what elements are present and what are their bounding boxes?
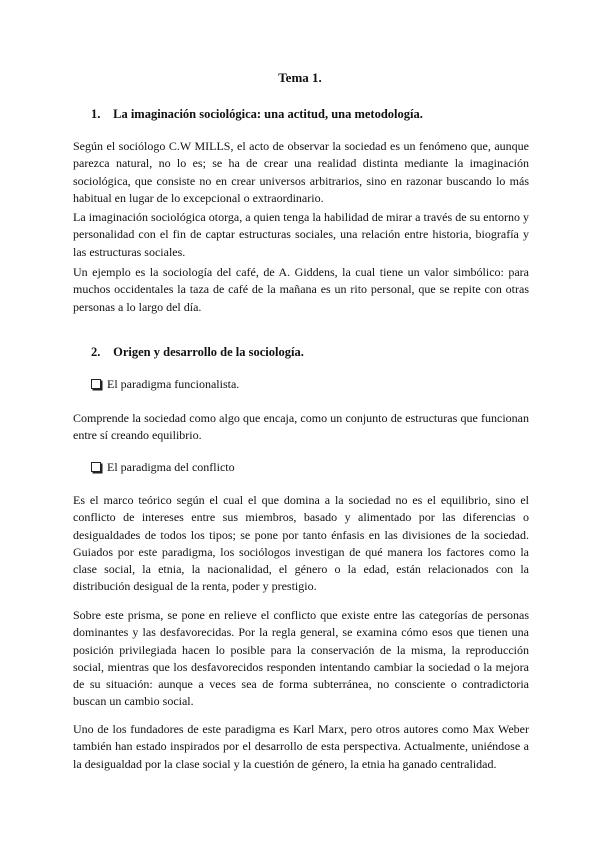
section-1-title: La imaginación sociológica: una actitud, una metodología.	[113, 107, 423, 121]
paragraph: Es el marco teórico según el cual el que domina a la sociedad no es el equilibrio, sino el conflicto de intereses entre sus miembros, basado y alimentado por las diferencias o desigualdades de todos los tipos; se pone por tanto énfasis en las divisiones de la sociedad. Guiados por este paradigma, los sociólogos investigan de qué manera los factores como la clase social, la etnia, la nacionalidad, el género o la edad, están relacionados con la distribución desigual de la renta, poder y prestigio.	[73, 493, 529, 594]
paragraph: Sobre este prisma, se pone en relieve el conflicto que existe entre las categorías de personas dominantes y las desfavorecidas. Por la regla general, se examina cómo esos que tienen una posición privilegiada hacen lo posible para la conservación de la misma, la reproducción social, mientras que los desfavorecidos responden intentando cambiar la sociedad o la mejora de su situación: aunque a veces sea de forma subterránea, no consciente o contradictoria buscan un cambio social.	[73, 608, 529, 709]
section-2-number: 2.	[91, 345, 101, 359]
bullet-label: El paradigma funcionalista.	[107, 377, 240, 391]
paragraph: Un ejemplo es la sociología del café, de A. Giddens, la cual tiene un valor simbólico: para muchos occidentales la taza de café de la mañana es un rito personal, que se repite con otras personas a lo largo del día.	[73, 265, 529, 314]
paragraph: Según el sociólogo C.W MILLS, el acto de observar la sociedad es un fenómeno que, aunque parezca natural, no lo es; se ha de crear una realidad distinta mediante la imaginación sociológica, que consiste no en crear universos arbitrarios, sino en razonar buscando lo más habitual en lugar de lo excepcional o extraordinario.	[73, 139, 529, 205]
bullet-label: El paradigma del conflicto	[107, 460, 235, 474]
section-1-number: 1.	[91, 107, 101, 121]
checkbox-bullet-icon	[91, 379, 101, 389]
bullet-item	[91, 377, 239, 392]
section-2-title: Origen y desarrollo de la sociología.	[113, 345, 304, 359]
paragraph: Uno de los fundadores de este paradigma es Karl Marx, pero otros autores como Max Weber también han estado inspirados por el desarrollo de esta perspectiva. Actualmente, uniéndose a la desigualdad por la clase social y la cuestión de género, la etnia ha ganado centralidad.	[73, 722, 529, 771]
paragraph: La imaginación sociológica otorga, a quien tenga la habilidad de mirar a través de su entorno y personalidad con el fin de captar estructuras sociales, una relación entre historia, biografía y las estructuras sociales.	[73, 210, 529, 259]
checkbox-bullet-icon	[91, 462, 101, 472]
section-2-heading	[91, 345, 304, 360]
section-1-heading	[91, 107, 423, 122]
paragraph: Comprende la sociedad como algo que encaja, como un conjunto de estructuras que funcionan entre sí creando equilibrio.	[73, 411, 529, 443]
bullet-item	[91, 460, 235, 475]
page-title: Tema 1.	[278, 70, 322, 85]
